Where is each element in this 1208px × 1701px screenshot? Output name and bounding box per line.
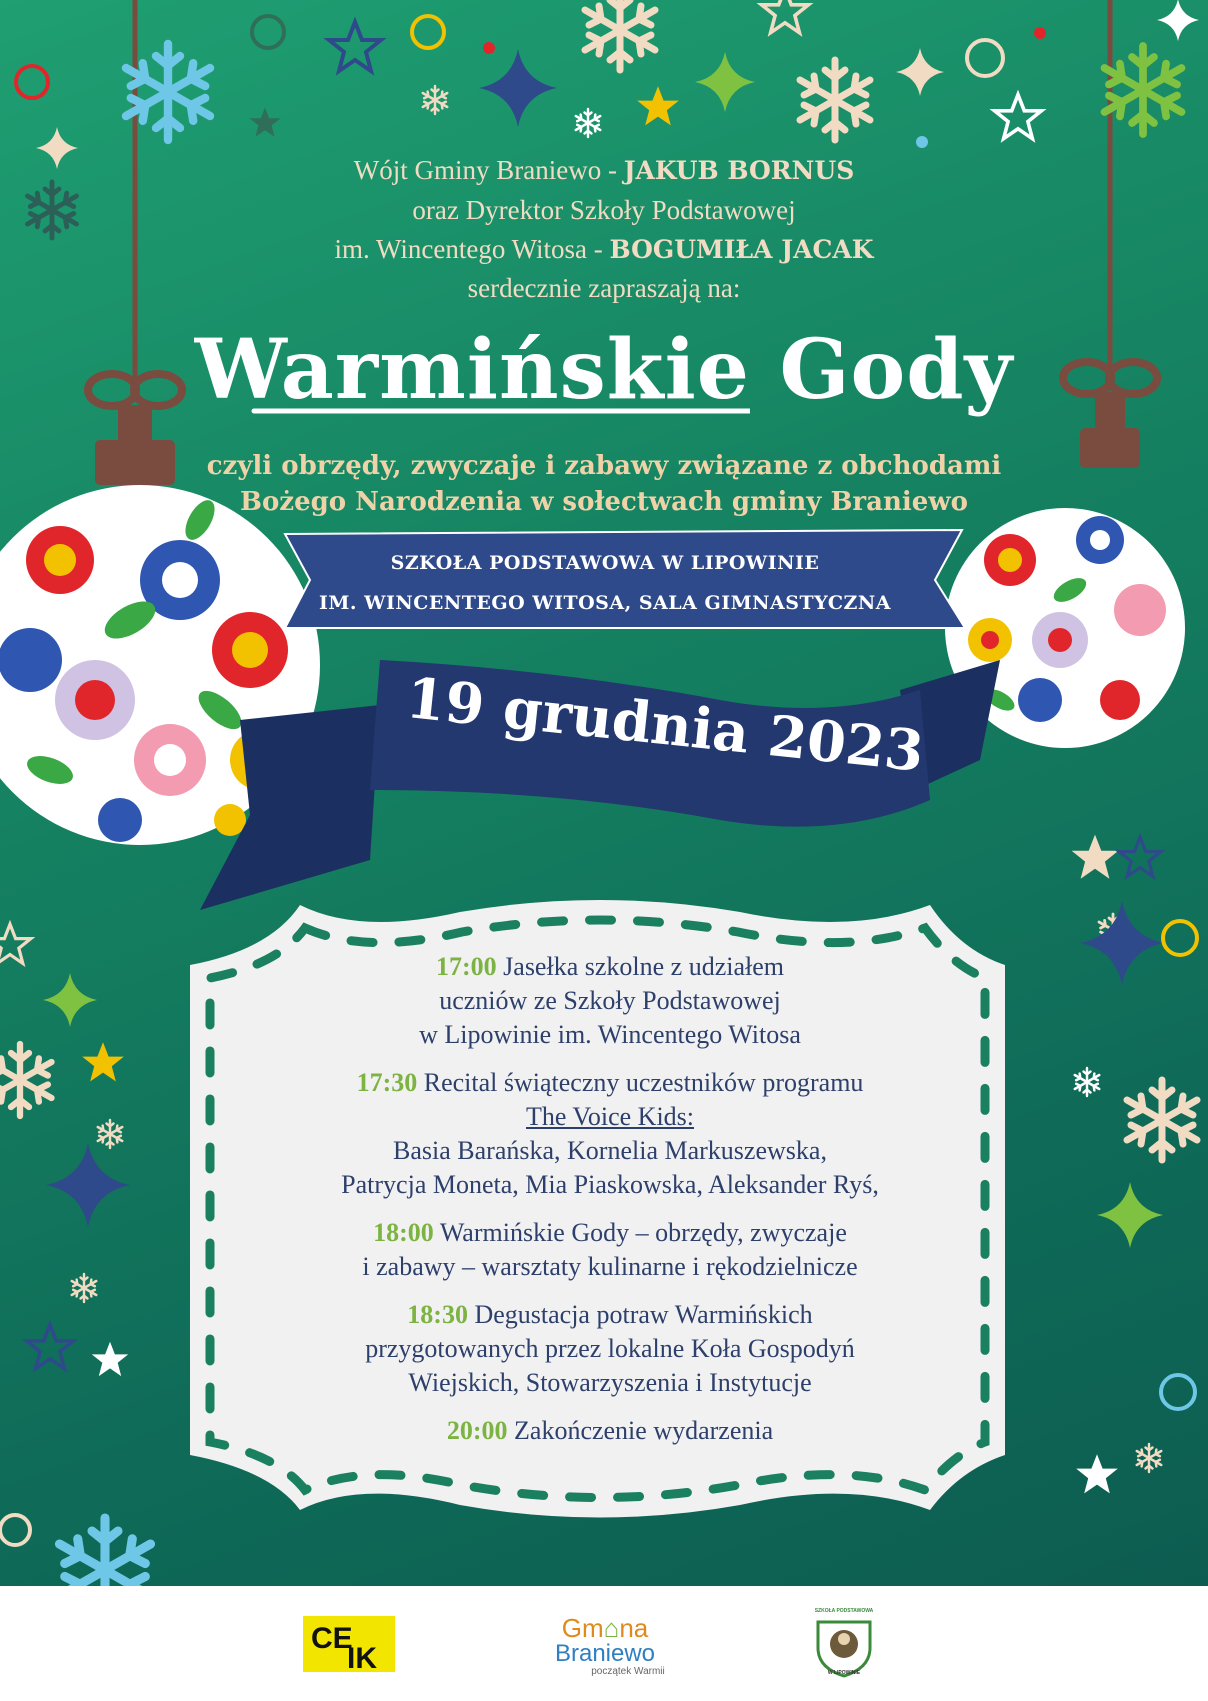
ceik-logo xyxy=(303,1616,395,1675)
venue xyxy=(310,543,900,623)
program-time: 17:00 xyxy=(435,952,497,981)
program-item-1-line-2: uczniów ze Szkoły Podstawowej xyxy=(439,986,781,1015)
program-time: 18:00 xyxy=(373,1218,434,1247)
title-underline xyxy=(250,405,750,417)
venue-line-2: IM. WINCENTEGO WITOSA, SALA GIMNASTYCZNA xyxy=(319,592,891,614)
program-text: Jasełka szkolne z udziałem xyxy=(503,952,784,981)
header-line-2: oraz Dyrektor Szkoły Podstawowej xyxy=(412,195,796,225)
subtitle-line-1: czyli obrzędy, zwyczaje i zabawy związane z obchodami xyxy=(206,451,1002,481)
venue-line-1: SZKOŁA PODSTAWOWA W LIPOWINIE xyxy=(390,552,820,574)
header-line-1-prefix: Wójt Gminy Braniewo - xyxy=(353,155,624,185)
program-text: Zakończenie wydarzenia xyxy=(514,1416,774,1445)
program-item-2-line-3: Basia Barańska, Kornelia Markuszewska, xyxy=(393,1136,827,1165)
program-text: Recital świąteczny uczestników programu xyxy=(423,1068,864,1097)
program-item-3-line-1 xyxy=(250,1216,970,1250)
program-list xyxy=(250,950,970,1462)
header-name-wojt: JAKUB BORNUS xyxy=(623,156,855,185)
program-item-1 xyxy=(250,950,970,1052)
program-text: Degustacja potraw Warmińskich xyxy=(474,1300,813,1329)
program-item-3 xyxy=(250,1216,970,1284)
gmina-logo-name: Braniewo xyxy=(554,1640,656,1667)
program-time: 18:30 xyxy=(407,1300,468,1329)
program-item-1-line-3: w Lipowinie im. Wincentego Witosa xyxy=(419,1020,801,1049)
header-line-1 xyxy=(0,153,1208,188)
program-item-4-line-1 xyxy=(250,1298,970,1332)
program-time: 20:00 xyxy=(446,1416,508,1445)
program-item-2-show-name: The Voice Kids: xyxy=(525,1102,695,1131)
ceik-logo-top: CE xyxy=(311,1622,353,1655)
dot-icons xyxy=(483,27,1046,148)
header-line-4: serdecznie zapraszają na: xyxy=(467,273,741,303)
event-date: 19 grudnia 2023 xyxy=(403,665,927,785)
header-name-director: BOGUMIŁA JACAK xyxy=(609,235,874,264)
program-item-4-line-2: przygotowanych przez lokalne Koła Gospodyń xyxy=(365,1334,855,1363)
program-time: 17:30 xyxy=(356,1068,418,1097)
header-line-3 xyxy=(0,232,1208,267)
church-icon: ⌂ xyxy=(603,1613,620,1643)
header-line-3-prefix: im. Wincentego Witosa - xyxy=(334,234,610,264)
program-item-2 xyxy=(250,1066,970,1202)
program-item-2-line-4: Patrycja Moneta, Mia Piaskowska, Aleksander Ryś, xyxy=(341,1170,879,1199)
ceik-logo-bottom: IK xyxy=(347,1642,377,1675)
gmina-braniewo-logo xyxy=(540,1614,670,1678)
footer-logos xyxy=(0,1586,1208,1701)
gmina-logo-part-a: Gm xyxy=(561,1613,604,1643)
program-item-2-line-1 xyxy=(250,1066,970,1100)
program-item-3-line-2: i zabawy – warsztaty kulinarne i rękodzielnicze xyxy=(362,1252,858,1281)
program-item-5-line-1 xyxy=(250,1414,970,1448)
page-title: Warmińskie Gody xyxy=(194,322,1014,418)
school-emblem-top-text: SZKOŁA PODSTAWOWA xyxy=(814,1608,874,1614)
gmina-logo-part-b: na xyxy=(619,1613,649,1643)
program-text: Warmińskie Gody – obrzędy, zwyczaje xyxy=(439,1218,847,1247)
school-emblem-bottom-text: W LIPOWINIE xyxy=(827,1670,861,1676)
subtitle-line-2: Bożego Narodzenia w sołectwach gminy Braniewo xyxy=(239,487,969,517)
gmina-logo-tagline: początek Warmii xyxy=(591,1666,665,1677)
program-item-4 xyxy=(250,1298,970,1400)
program-item-1-line-1 xyxy=(250,950,970,984)
school-emblem-logo xyxy=(808,1608,880,1680)
program-item-5 xyxy=(250,1414,970,1448)
subtitle xyxy=(0,448,1208,520)
program-item-4-line-3: Wiejskich, Stowarzyszenia i Instytucje xyxy=(408,1368,812,1397)
